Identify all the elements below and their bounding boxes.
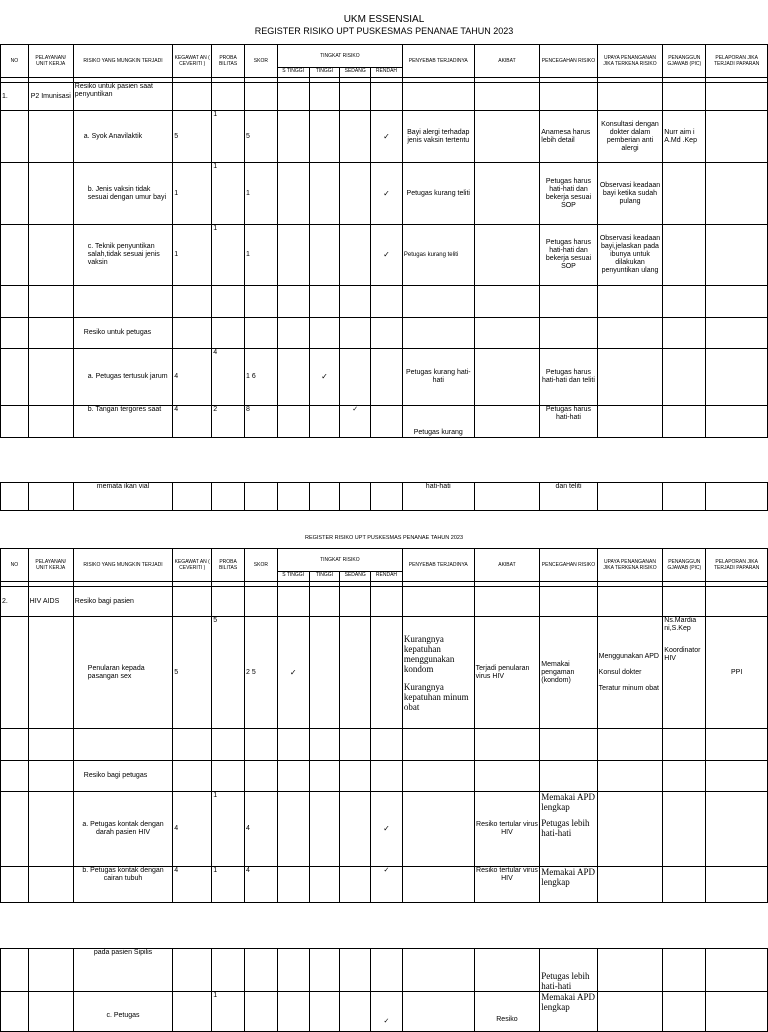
row-probabilitas: 1: [212, 992, 245, 1032]
header-rendah: RENDAH: [371, 572, 403, 582]
row-probabilitas: 2: [212, 406, 245, 438]
row-probabilitas: 1: [212, 792, 245, 867]
row-risiko: Resiko untuk pasien saat penyuntikan: [73, 83, 172, 111]
row-penyebab-2: Kurangnya kepatuhan minum obat: [403, 681, 469, 712]
row-unit: P2 Imunisasi: [28, 83, 73, 111]
header-kegawatan: KEGAWAT AN ( CEVERITI ): [173, 45, 212, 78]
header-probabilitas: PROBA BILITAS: [212, 549, 245, 582]
row-upaya: Observasi keadaan bayi,jelaskan pada ibunya untuk dilakukan penyuntikan ulang: [597, 225, 663, 286]
row-skor: 1: [244, 225, 277, 286]
header-risiko: RISIKO YANG MUNGKIN TERJADI: [73, 45, 172, 78]
header-sedang: SEDANG: [340, 572, 371, 582]
header-pencegahan: PENCEGAHAN RISIKO: [540, 45, 597, 78]
header-unit: PELAYANAN/ UNIT KERJA: [28, 549, 73, 582]
row-skor: 4: [244, 792, 277, 867]
row-pencegahan: Petugas lebih hati-hati: [540, 949, 597, 992]
row-probabilitas: 1: [212, 225, 245, 286]
table-row: [1, 792, 768, 867]
header-upaya: UPAYA PENANGANAN JIKA TERKENA RISIKO: [597, 549, 663, 582]
row-probabilitas: 1: [212, 867, 245, 903]
header-sangat-tinggi: S TINGGI: [277, 572, 309, 582]
row-kegawatan: 1: [173, 163, 212, 225]
header-penyebab: PENYEBAB TERJADINYA: [402, 549, 474, 582]
rendah-check-mark: ✓: [371, 992, 403, 1032]
header-pic: PENANGGUN GJAWAB (PIC): [663, 549, 706, 582]
header-probabilitas: PROBA BILITAS: [212, 45, 245, 78]
row-risiko: b. Petugas kontak dengan cairan tubuh: [73, 867, 172, 903]
header-penyebab: PENYEBAB TERJADINYA: [402, 45, 474, 78]
table-row: [1, 729, 768, 761]
table-row: [1, 483, 768, 511]
row-pencegahan: Petugas harus hati-hati dan teliti: [540, 349, 597, 406]
header-tingkat-risiko: TINGKAT RISIKO: [277, 549, 402, 572]
table-row: [1, 406, 768, 438]
row-penyebab: Petugas kurang teliti: [402, 225, 474, 286]
row-pencegahan: Petugas harus hati-hati: [540, 406, 597, 438]
row-upaya-1: Menggunakan APD: [598, 652, 659, 660]
row-risiko: pada pasien Sipilis: [73, 949, 172, 992]
header-tinggi: TINGGI: [309, 68, 340, 78]
row-risiko: a. Syok Anavilaktik: [73, 111, 172, 163]
row-no: 2.: [1, 587, 29, 617]
row-kegawatan: 5: [173, 617, 212, 729]
sedang-check-mark: ✓: [340, 406, 371, 438]
row-penyebab: Petugas kurang teliti: [402, 163, 474, 225]
risk-register-table-1: [0, 44, 768, 438]
row-akibat: Resiko tertular virus HIV: [474, 792, 540, 867]
row-skor: 1 6: [244, 349, 277, 406]
row-skor: 8: [244, 406, 277, 438]
row-risiko: c. Teknik penyuntikan salah,tidak sesuai jenis vaksin: [73, 225, 172, 286]
row-pic: Nurr aim i A.Md .Kep: [663, 111, 706, 163]
row-penyebab: hati-hati: [402, 483, 474, 511]
table-row: [1, 286, 768, 318]
row-upaya-3: Teratur minum obat: [598, 684, 659, 692]
row-skor: 2 5: [244, 617, 277, 729]
risk-register-table-1-continued: [0, 482, 768, 511]
row-pic-1: Ns.Mardia ni,S.Kep: [664, 617, 697, 632]
row-risiko: a. Petugas kontak dengan darah pasien HIV: [73, 792, 172, 867]
row-risiko: Penularan kepada pasangan sex: [73, 617, 172, 729]
row-akibat: Resiko tertular virus HIV: [474, 867, 540, 903]
sangat-tinggi-check-mark: ✓: [277, 617, 309, 729]
table-row: [1, 617, 768, 729]
header-pelaporan: PELAPORAN JIKA TERJADI PAPARAN: [706, 549, 768, 582]
table-row: [1, 83, 768, 111]
tinggi-check-mark: ✓: [309, 349, 340, 406]
row-pencegahan: dan teliti: [540, 483, 597, 511]
row-skor: 1: [244, 163, 277, 225]
table-row: [1, 349, 768, 406]
header-kegawatan: KEGAWAT AN ( CEVERITI ): [173, 549, 212, 582]
table-row: [1, 163, 768, 225]
row-skor: 5: [244, 111, 277, 163]
header-rendah: RENDAH: [371, 68, 403, 78]
document-title: UKM ESSENSIAL: [343, 14, 425, 25]
row-risiko: memata ikan vial: [73, 483, 172, 511]
rendah-check-mark: ✓: [371, 111, 403, 163]
row-pencegahan: Anamesa harus lebih detail: [540, 111, 597, 163]
register-title: REGISTER RISIKO UPT PUSKESMAS PENANAE TAHUN 2023: [254, 26, 514, 36]
header-no: NO: [1, 549, 29, 582]
header-row: [1, 549, 768, 572]
row-probabilitas: 1: [212, 111, 245, 163]
rendah-check-mark: ✓: [371, 225, 403, 286]
row-risiko: Resiko bagi pasien: [73, 587, 172, 617]
risk-register-table-2: [0, 548, 768, 903]
row-unit: HIV AIDS: [28, 587, 73, 617]
row-risiko: c. Petugas: [73, 992, 172, 1032]
header-pic: PENANGGUN GJAWAB (PIC): [663, 45, 706, 78]
table-row: [1, 867, 768, 903]
row-pencegahan-1: Memakai APD lengkap: [541, 792, 596, 812]
row-skor: 4: [244, 867, 277, 903]
row-kegawatan: 4: [173, 406, 212, 438]
row-penyebab: Petugas kurang hati-hati: [402, 349, 474, 406]
table-row: [1, 992, 768, 1032]
row-kegawatan: 4: [173, 349, 212, 406]
row-upaya-2: Konsul dokter: [598, 668, 642, 676]
row-kegawatan: 5: [173, 111, 212, 163]
header-no: NO: [1, 45, 29, 78]
row-kegawatan: 4: [173, 792, 212, 867]
row-akibat: Resiko: [474, 992, 540, 1032]
row-penyebab-1: Kurangnya kepatuhan menggunakan kondom: [403, 633, 455, 674]
row-akibat: Terjadi penularan virus HIV: [474, 617, 540, 729]
register-title-small: REGISTER RISIKO UPT PUSKESMAS PENANAE TAHUN 2023: [304, 535, 464, 541]
row-risiko: Resiko bagi petugas: [73, 761, 172, 792]
header-sangat-tinggi: S TINGGI: [277, 68, 309, 78]
header-skor: SKOR: [244, 45, 277, 78]
table-row: [1, 761, 768, 792]
row-pic-2: Koordinator HIV: [664, 647, 701, 662]
table-row: [1, 318, 768, 349]
header-akibat: AKIBAT: [474, 549, 540, 582]
row-kegawatan: 1: [173, 225, 212, 286]
table-row: [1, 225, 768, 286]
rendah-check-mark: ✓: [371, 163, 403, 225]
row-risiko: b. Jenis vaksin tidak sesuai dengan umur bayi: [73, 163, 172, 225]
header-akibat: AKIBAT: [474, 45, 540, 78]
row-probabilitas: 4: [212, 349, 245, 406]
table-row: [1, 111, 768, 163]
header-skor: SKOR: [244, 549, 277, 582]
row-pencegahan: Petugas harus hati-hati dan bekerja sesuai SOP: [540, 225, 597, 286]
row-upaya: Konsultasi dengan dokter dalam pemberian anti alergi: [597, 111, 663, 163]
header-pencegahan: PENCEGAHAN RISIKO: [540, 549, 597, 582]
rendah-check-mark: ✓: [371, 792, 403, 867]
header-upaya: UPAYA PENANGANAN JIKA TERKENA RISIKO: [597, 45, 663, 78]
header-tinggi: TINGGI: [309, 572, 340, 582]
row-pencegahan: Petugas harus hati-hati dan bekerja sesuai SOP: [540, 163, 597, 225]
header-row: [1, 45, 768, 68]
row-penyebab: Bayi alergi terhadap jenis vaksin tertentu: [402, 111, 474, 163]
row-probabilitas: 1: [212, 163, 245, 225]
header-risiko: RISIKO YANG MUNGKIN TERJADI: [73, 549, 172, 582]
row-kegawatan: 4: [173, 867, 212, 903]
row-risiko: Resiko untuk petugas: [73, 318, 172, 349]
row-risiko: b. Tangan tergores saat: [73, 406, 172, 438]
row-pencegahan: Memakai APD lengkap: [540, 867, 597, 903]
row-pelaporan: PPI: [706, 617, 768, 729]
rendah-check-mark: ✓: [371, 867, 403, 903]
row-penyebab: Petugas kurang: [402, 406, 474, 438]
row-pencegahan: Memakai APD lengkap: [540, 992, 597, 1032]
header-unit: PELAYANAN/ UNIT KERJA: [28, 45, 73, 78]
row-risiko: a. Petugas tertusuk jarum: [73, 349, 172, 406]
row-pencegahan: Memakai pengaman (kondom): [540, 617, 597, 729]
row-upaya: Observasi keadaan bayi ketika sudah pulang: [597, 163, 663, 225]
row-pencegahan-2: Petugas lebih hati-hati: [541, 818, 590, 838]
header-sedang: SEDANG: [340, 68, 371, 78]
table-row: [1, 949, 768, 992]
row-no: 1.: [1, 83, 29, 111]
table-row: [1, 587, 768, 617]
risk-register-table-2-continued: [0, 948, 768, 1032]
header-pelaporan: PELAPORAN JIKA TERJADI PAPARAN: [706, 45, 768, 78]
header-tingkat-risiko: TINGKAT RISIKO: [277, 45, 402, 68]
row-probabilitas: 5: [212, 617, 245, 729]
